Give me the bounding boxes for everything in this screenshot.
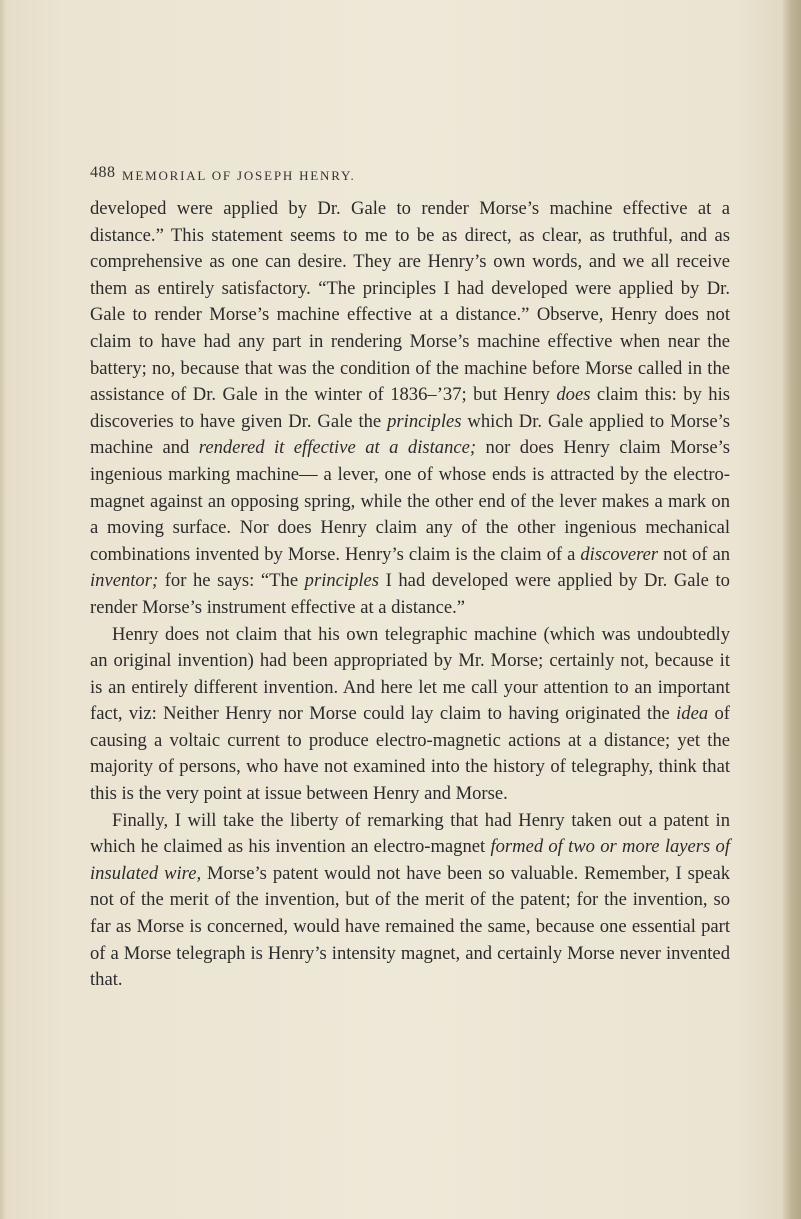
- italic-text: rendered it effective at a distance;: [198, 437, 477, 459]
- paragraph: [90, 622, 730, 808]
- paragraph: [90, 196, 730, 622]
- text-run: Morse’s patent would not have been so valuable. Remember, I speak not of the merit of the invention, but of the merit of the patent; for the invention, so far as Morse is concerned, would have remained the same, because one essential part of a Morse telegraph is Henry’s intensity magnet, and certainly Morse never invented that.: [90, 862, 730, 991]
- body-text: [90, 196, 730, 994]
- page-left-shadow: [0, 0, 6, 1219]
- text-run: claim this: by his discoveries to have given Dr. Gale the: [90, 384, 730, 432]
- italic-text: principles: [387, 410, 462, 432]
- italic-text: principles: [304, 570, 380, 592]
- text-run: developed were applied by Dr. Gale to render Morse’s machine effective at a distance.” This statement seems to me to be as direct, as clear, as truthful, and as comprehensive as one can desire. They are Henry’s own words, and we all receive them as entirely satisfactory. “The principles I had developed were applied by Dr. Gale to render Morse’s machine effective at a distance.” Observe, Henry does not claim to have had any part in rendering Morse’s machine effective when near the battery; no, because that was the condition of the machine before Morse called in the assistance of Dr. Gale in the winter of 1836–’37; but Henry: [90, 198, 730, 406]
- text-run: for he says: “The: [158, 570, 305, 592]
- text-run: not of an: [658, 543, 730, 565]
- italic-text: does: [556, 384, 591, 406]
- text-run: of causing a voltaic current to produce electro-magnetic actions at a distance; yet the majority of persons, who have not examined into the history of telegraphy, think that this is the very point at issue between Henry and Morse.: [90, 703, 730, 805]
- page-right-edge: [783, 0, 801, 1219]
- text-run: which Dr. Gale applied to Morse’s machine and: [90, 410, 730, 459]
- italic-text: formed of two or more layers of insulated wire,: [90, 836, 730, 884]
- page-header: [90, 162, 730, 192]
- paragraph: [90, 808, 730, 994]
- running-head: MEMORIAL OF JOSEPH HENRY.: [122, 168, 356, 183]
- text-run: I had developed were applied by Dr. Gale to render Morse’s instrument effective at a distance.”: [90, 570, 730, 618]
- text-run: Henry does not claim that his own telegraphic machine (which was undoubtedly an original invention) had been appropriated by Mr. Morse; certainly not, because it is an entirely different invention. And here let me call your attention to an important fact, viz: Neither Henry nor Morse could lay claim to having originated the: [90, 623, 730, 725]
- italic-text: inventor;: [90, 570, 159, 592]
- page-number: 488: [90, 164, 116, 181]
- text-run: Finally, I will take the liberty of remarking that had Henry taken out a patent in which he claimed as his invention an electro-magnet: [90, 809, 730, 858]
- italic-text: discoverer: [580, 543, 659, 565]
- italic-text: idea: [676, 703, 709, 725]
- text-run: nor does Henry claim Morse’s ingenious marking machine— a lever, one of whose ends is attracted by the electro-magnet against an opposing spring, while the other end of the lever makes a mark on a moving surface. Nor does Henry claim any of the other ingenious mechanical combinations invented by Morse. Henry’s claim is the claim of a: [90, 437, 730, 565]
